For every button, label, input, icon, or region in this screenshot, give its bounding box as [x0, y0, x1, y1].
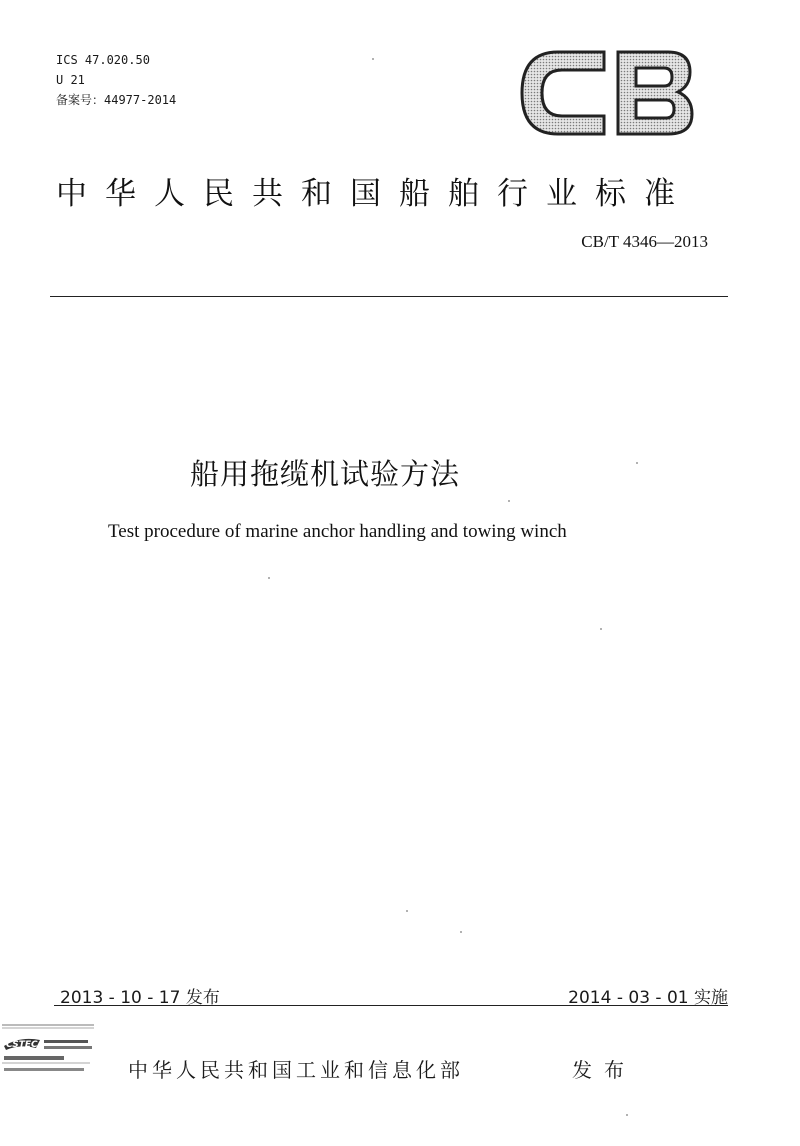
- category-code: U 21: [56, 73, 85, 87]
- standard-title: 中华人民共和国船舶行业标准: [56, 176, 693, 212]
- bottom-divider: [54, 1005, 728, 1006]
- ics-code: ICS 47.020.50: [56, 53, 150, 67]
- issuer: 中华人民共和国工业和信息化部: [128, 1058, 464, 1082]
- stamp-text: CSTEC: [6, 1040, 38, 1050]
- issue-date: 2013 - 10 - 17 发布: [60, 988, 220, 1008]
- record-number: 备案号：44977-2014: [56, 93, 177, 107]
- implement-date: 2014 - 03 - 01 实施: [568, 988, 728, 1008]
- standard-code: CB/T 4346—2013: [581, 232, 708, 251]
- classification-codes: [56, 50, 176, 110]
- cstec-stamp-icon: [0, 1016, 100, 1088]
- document-title-en: Test procedure of marine anchor handling and towing winch: [108, 521, 567, 542]
- document-title-cn: 船用拖缆机试验方法: [190, 457, 461, 491]
- issue-label: 发布: [572, 1058, 636, 1082]
- top-divider: [50, 296, 728, 297]
- cb-logo-icon: [518, 46, 694, 140]
